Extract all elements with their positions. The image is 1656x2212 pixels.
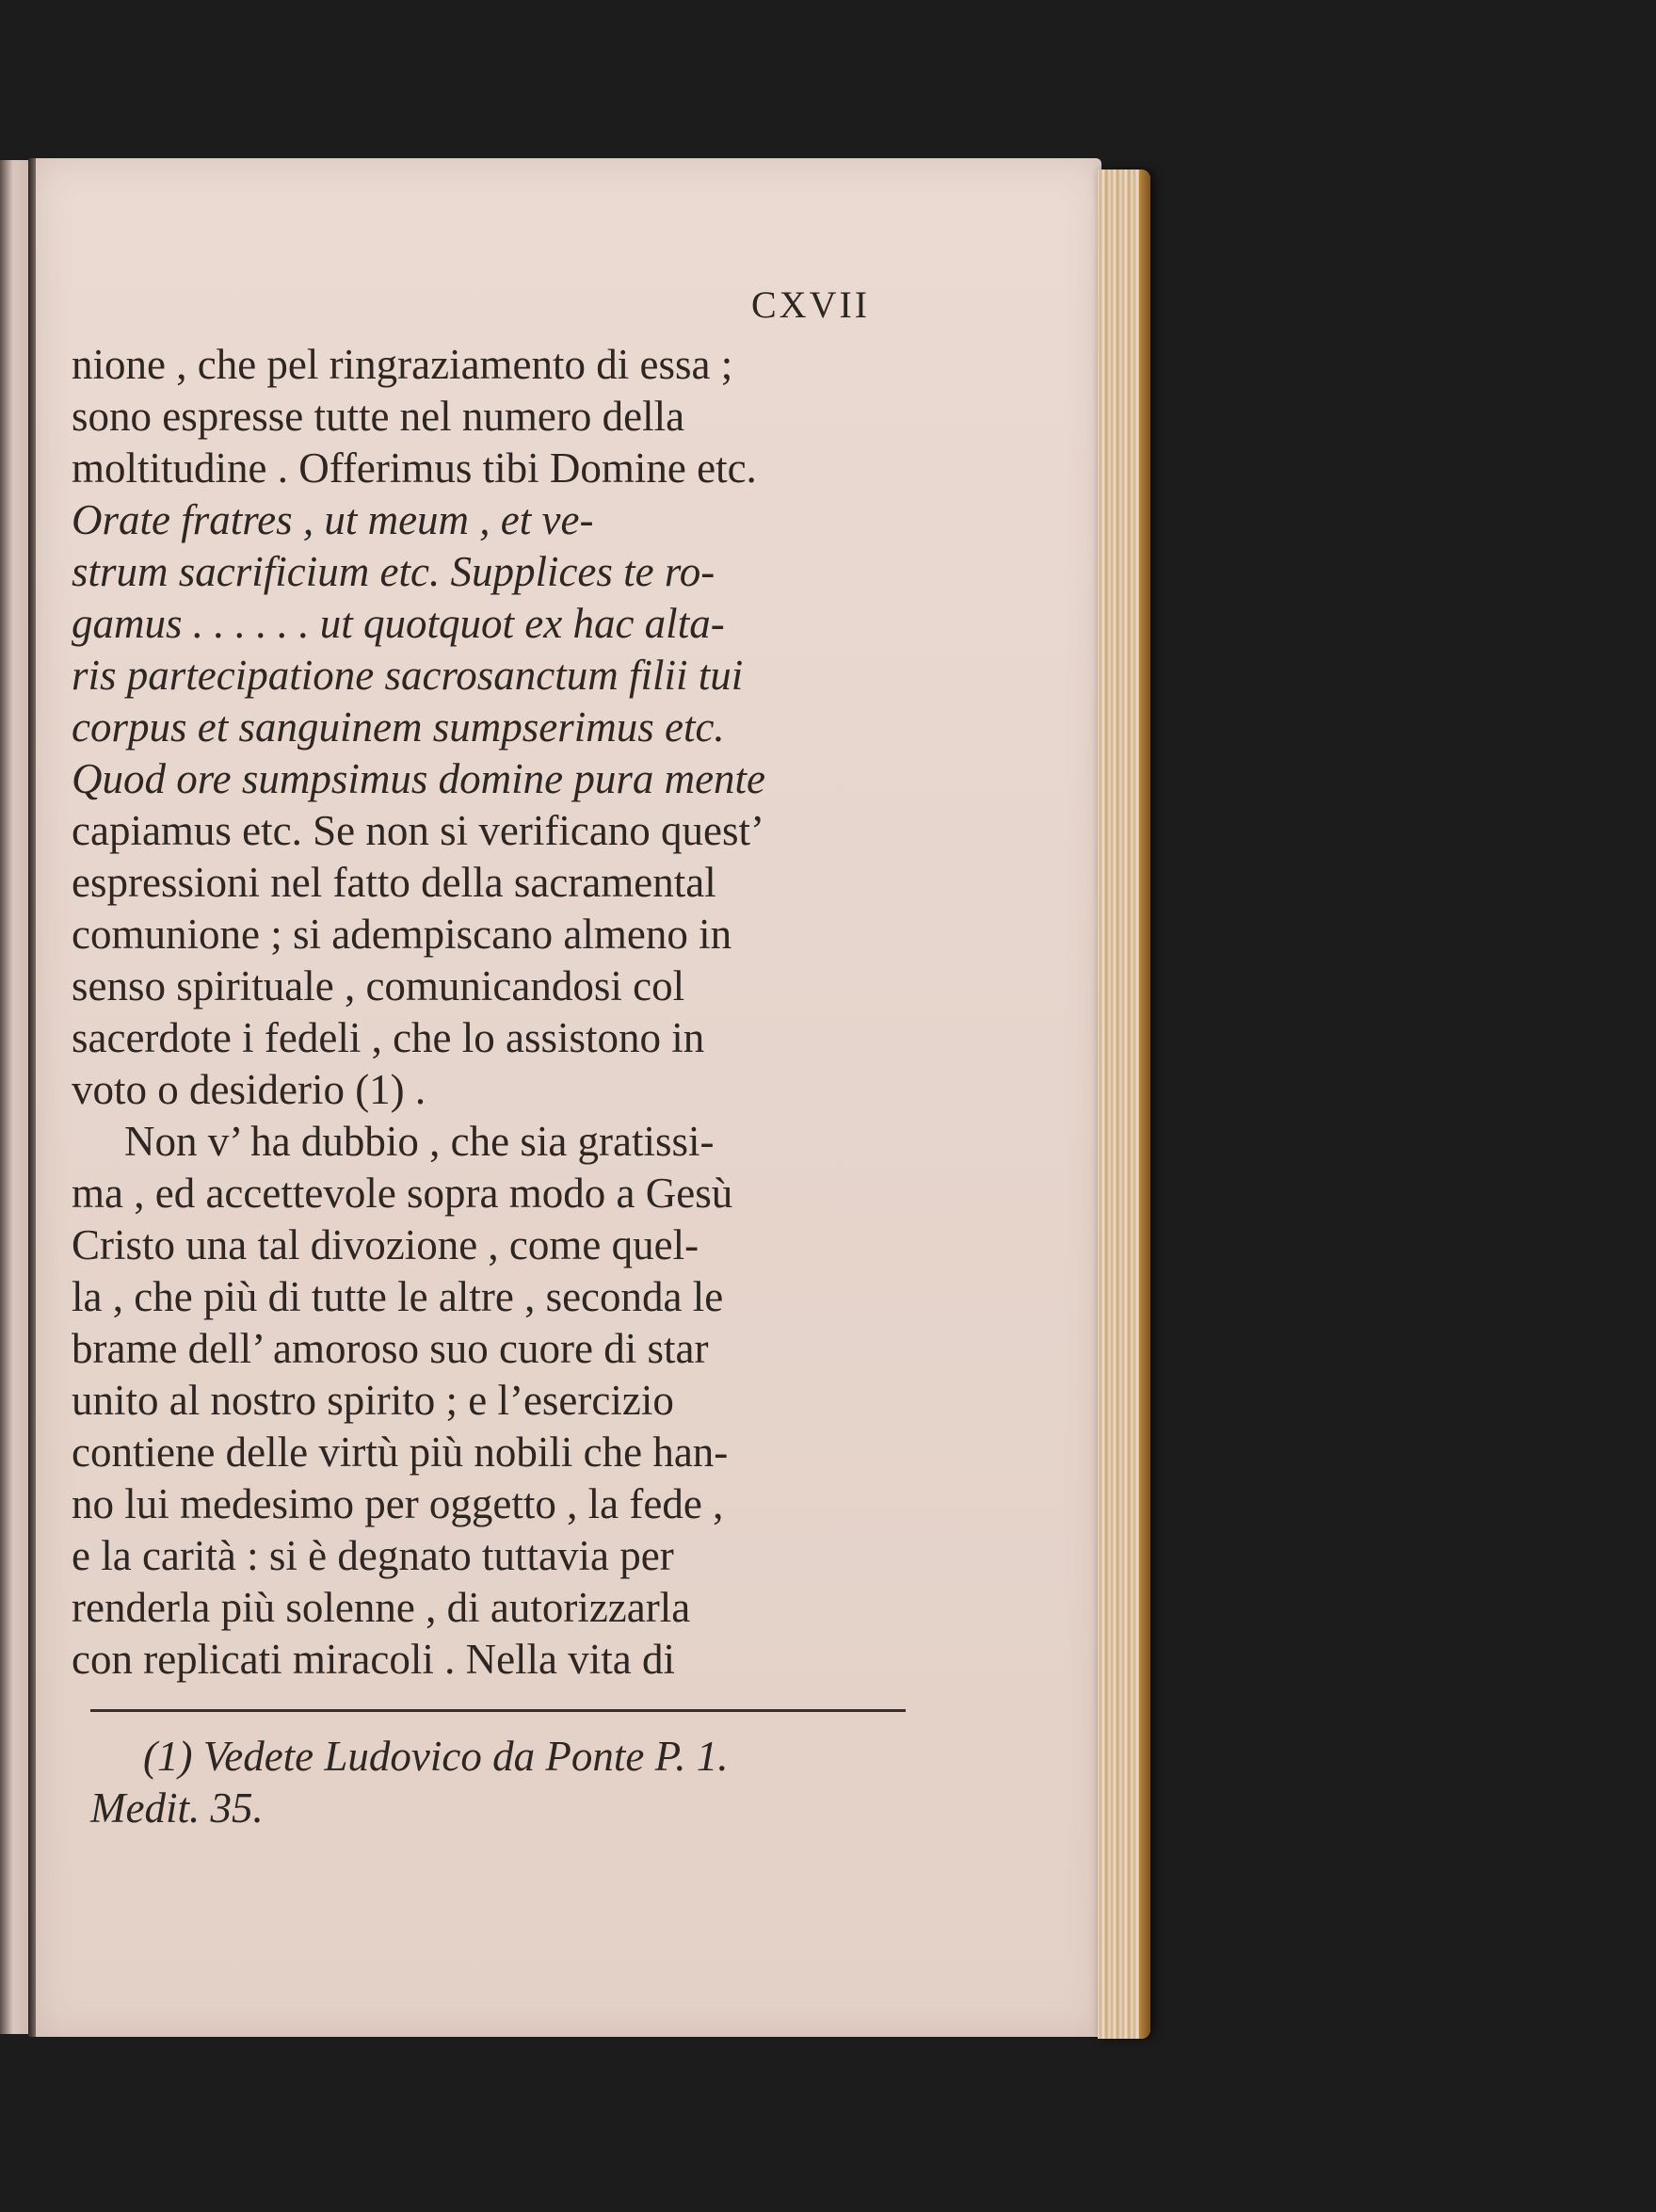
text-line: ma , ed accettevole sopra modo a Gesù [72, 1170, 733, 1217]
text-line: espressioni nel fatto della sacramental [72, 859, 716, 906]
text-line: la , che più di tutte le altre , seconda le [72, 1273, 724, 1320]
text-line: ris partecipatione sacrosanctum filii tui [72, 652, 744, 699]
text-line: strum sacrificium etc. Supplices te ro- [72, 548, 715, 595]
text-line: Orate fratres , ut meum , et ve- [72, 496, 594, 543]
text-line: moltitudine . Offerimus tibi Domine etc. [72, 444, 757, 492]
text-line: voto o desiderio (1) . [72, 1066, 426, 1113]
page-number: CXVII [751, 283, 871, 326]
text-line: Non v’ ha dubbio , che sia gratissi- [124, 1118, 715, 1165]
text-line: gamus . . . . . . ut quotquot ex hac alta- [72, 600, 725, 647]
footnote-line: Medit. 35. [90, 1784, 264, 1832]
text-line: Quod ore sumpsimus domine pura mente [72, 755, 766, 802]
text-line: Cristo una tal divozione , come quel- [72, 1221, 699, 1268]
text-line: no lui medesimo per oggetto , la fede , [72, 1480, 724, 1527]
text-line: sono espresse tutte nel numero della [72, 393, 685, 440]
text-line: brame dell’ amoroso suo cuore di star [72, 1325, 709, 1372]
text-line: senso spirituale , comunicandosi col [72, 962, 685, 1009]
text-line: nione , che pel ringraziamento di essa ; [72, 341, 733, 388]
text-line: con replicati miracoli . Nella vita di [72, 1636, 676, 1683]
text-line: capiamus etc. Se non si verificano quest’ [72, 807, 765, 854]
text-line: renderla più solenne , di autorizzarla [72, 1584, 691, 1631]
text-line: sacerdote i fedeli , che lo assistono in [72, 1014, 705, 1061]
text-line: contiene delle virtù più nobili che han- [72, 1429, 729, 1476]
text-line: corpus et sanguinem sumpserimus etc. [72, 703, 725, 751]
footnote-line: (1) Vedete Ludovico da Ponte P. 1. [143, 1733, 729, 1780]
footnote-rule [90, 1709, 906, 1712]
text-line: e la carità : si è degnato tuttavia per [72, 1532, 674, 1579]
page-block-edges [1098, 170, 1150, 2039]
facing-page-edge [0, 160, 32, 2034]
text-line: comunione ; si adempiscano almeno in [72, 911, 732, 958]
text-line: unito al nostro spirito ; e l’esercizio [72, 1377, 674, 1424]
